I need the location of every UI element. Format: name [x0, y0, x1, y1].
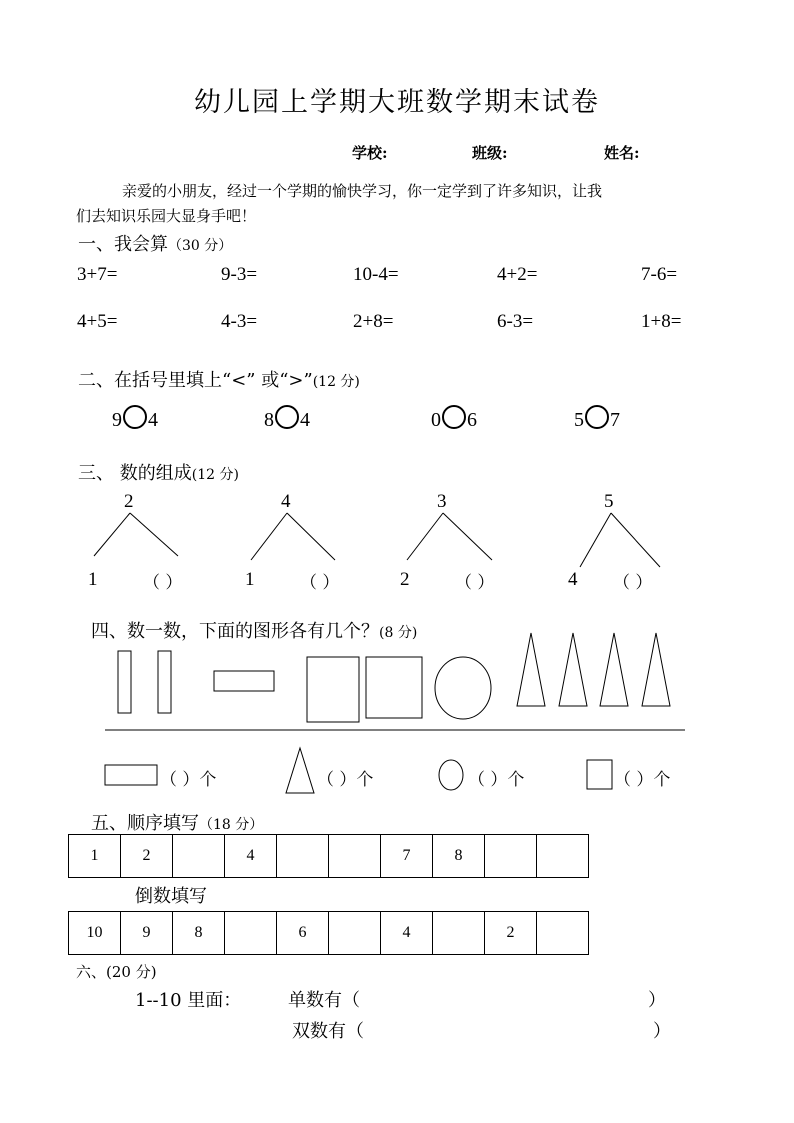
square-shape [366, 657, 422, 718]
reverse-sequence-table [68, 911, 589, 955]
problem: 1+8= [641, 311, 682, 332]
circle-icon [439, 760, 463, 790]
intro-line-1: 亲爱的小朋友，经过一个学期的愉快学习，你一定学到了许多知识，让我 [122, 182, 603, 200]
sequence-cell[interactable] [173, 835, 225, 878]
sequence-cell[interactable]: 10 [69, 912, 121, 955]
branch-line [251, 513, 287, 560]
tall-rectangle-shape [118, 651, 131, 713]
sequence-cell[interactable] [277, 835, 329, 878]
sequence-cell[interactable]: 8 [433, 835, 485, 878]
decomp-blank[interactable]: （ ） [300, 573, 340, 593]
triangle-shape [517, 633, 545, 706]
section1-title: 一、我会算 [78, 234, 168, 255]
sequence-cell[interactable]: 8 [173, 912, 225, 955]
sequence-cell[interactable]: 2 [485, 912, 537, 955]
decomp-branches [94, 513, 660, 567]
compare-right: 7 [610, 409, 620, 431]
sequence-cell[interactable]: 9 [121, 912, 173, 955]
intro-line-2: 们去知识乐园大显身手吧！ [76, 207, 257, 225]
problem: 4+5= [77, 311, 118, 332]
section5-title: 五、顺序填写 [91, 813, 199, 834]
compare-right: 6 [467, 409, 477, 431]
decomp-top: 3 [437, 491, 447, 512]
problem: 4-3= [221, 311, 258, 332]
branch-line [287, 513, 335, 560]
decomp-blank[interactable]: （ ） [143, 573, 183, 593]
decomp-blank[interactable]: （ ） [613, 573, 653, 593]
problem: 6-3= [497, 311, 534, 332]
decomp-left: 1 [245, 569, 255, 590]
decomp-left: 4 [568, 569, 578, 590]
triangle-shape [642, 633, 670, 706]
tall-rectangle-shape [158, 651, 171, 713]
section1-score: （30 分） [168, 238, 233, 254]
count-answer-rectangle[interactable]: （ ）个 [160, 770, 217, 790]
compare-right: 4 [148, 409, 158, 431]
rectangle-shape [214, 671, 274, 691]
count-answer-circle[interactable]: （ ）个 [468, 770, 525, 790]
odd-label: 单数有（ [288, 990, 360, 1011]
compare-left: 0 [431, 409, 441, 431]
branch-line [130, 513, 178, 556]
branch-line [407, 513, 443, 560]
section3-title: 三、 数的组成 [78, 463, 192, 484]
compare-right: 4 [300, 409, 310, 431]
rectangle-icon [105, 765, 157, 785]
circle-shape [435, 657, 491, 719]
number-range: 1--10 里面： [135, 990, 242, 1011]
section2-title: 二、在括号里填上“<” 或“>” [78, 370, 313, 391]
section4-title: 四、数一数，下面的图形各有几个？ [91, 621, 379, 642]
count-answer-triangle[interactable]: （ ）个 [317, 770, 374, 790]
forward-sequence-table [68, 834, 589, 878]
problem: 9-3= [221, 264, 258, 285]
sequence-cell[interactable] [329, 912, 381, 955]
page-title: 幼儿园上学期大班数学期末试卷 [194, 87, 600, 118]
even-label: 双数有（ [292, 1021, 364, 1042]
triangle-shape [600, 633, 628, 706]
decomp-top: 4 [281, 491, 291, 512]
sequence-cell[interactable] [225, 912, 277, 955]
section3-score: (12 分) [191, 467, 239, 483]
compare-left: 8 [264, 409, 274, 431]
branch-line [443, 513, 492, 560]
branch-line [94, 513, 130, 556]
sequence-cell[interactable]: 4 [381, 912, 433, 955]
square-shape [307, 657, 359, 722]
sequence-cell[interactable] [329, 835, 381, 878]
sequence-cell[interactable]: 2 [121, 835, 173, 878]
school-label: 学校: [352, 144, 388, 162]
compare-left: 5 [574, 409, 584, 431]
section2-score: (12 分) [312, 374, 360, 390]
problem: 10-4= [353, 264, 399, 285]
sequence-cell[interactable]: 7 [381, 835, 433, 878]
sequence-cell[interactable]: 6 [277, 912, 329, 955]
section4-score: (8 分) [379, 625, 418, 641]
branch-line [580, 513, 611, 567]
section5-score: （18 分） [199, 817, 264, 833]
triangle-icon [286, 748, 314, 793]
sequence-cell[interactable]: 4 [225, 835, 277, 878]
class-label: 班级: [472, 144, 508, 162]
decomp-left: 2 [400, 569, 410, 590]
compare-left: 9 [112, 409, 122, 431]
decomp-left: 1 [88, 569, 98, 590]
branch-line [611, 513, 660, 567]
decomp-blank[interactable]: （ ） [455, 573, 495, 593]
triangle-shape [559, 633, 587, 706]
problem: 2+8= [353, 311, 394, 332]
sequence-cell[interactable] [485, 835, 537, 878]
odd-close: ） [648, 990, 666, 1011]
sequence-cell[interactable]: 1 [69, 835, 121, 878]
section5-heading [91, 809, 263, 835]
decomp-top: 5 [604, 491, 614, 512]
problem: 3+7= [77, 264, 118, 285]
section6-title: 六、(20 分) [76, 963, 157, 981]
sequence-cell[interactable] [433, 912, 485, 955]
sequence-cell[interactable] [537, 835, 589, 878]
problem: 4+2= [497, 264, 538, 285]
problem: 7-6= [641, 264, 678, 285]
decomp-top: 2 [124, 491, 134, 512]
square-icon [587, 760, 612, 789]
even-close: ） [653, 1021, 671, 1042]
count-answer-square[interactable]: （ ）个 [614, 770, 671, 790]
sequence-cell[interactable] [537, 912, 589, 955]
reverse-title: 倒数填写 [135, 886, 207, 907]
name-label: 姓名: [604, 144, 640, 162]
